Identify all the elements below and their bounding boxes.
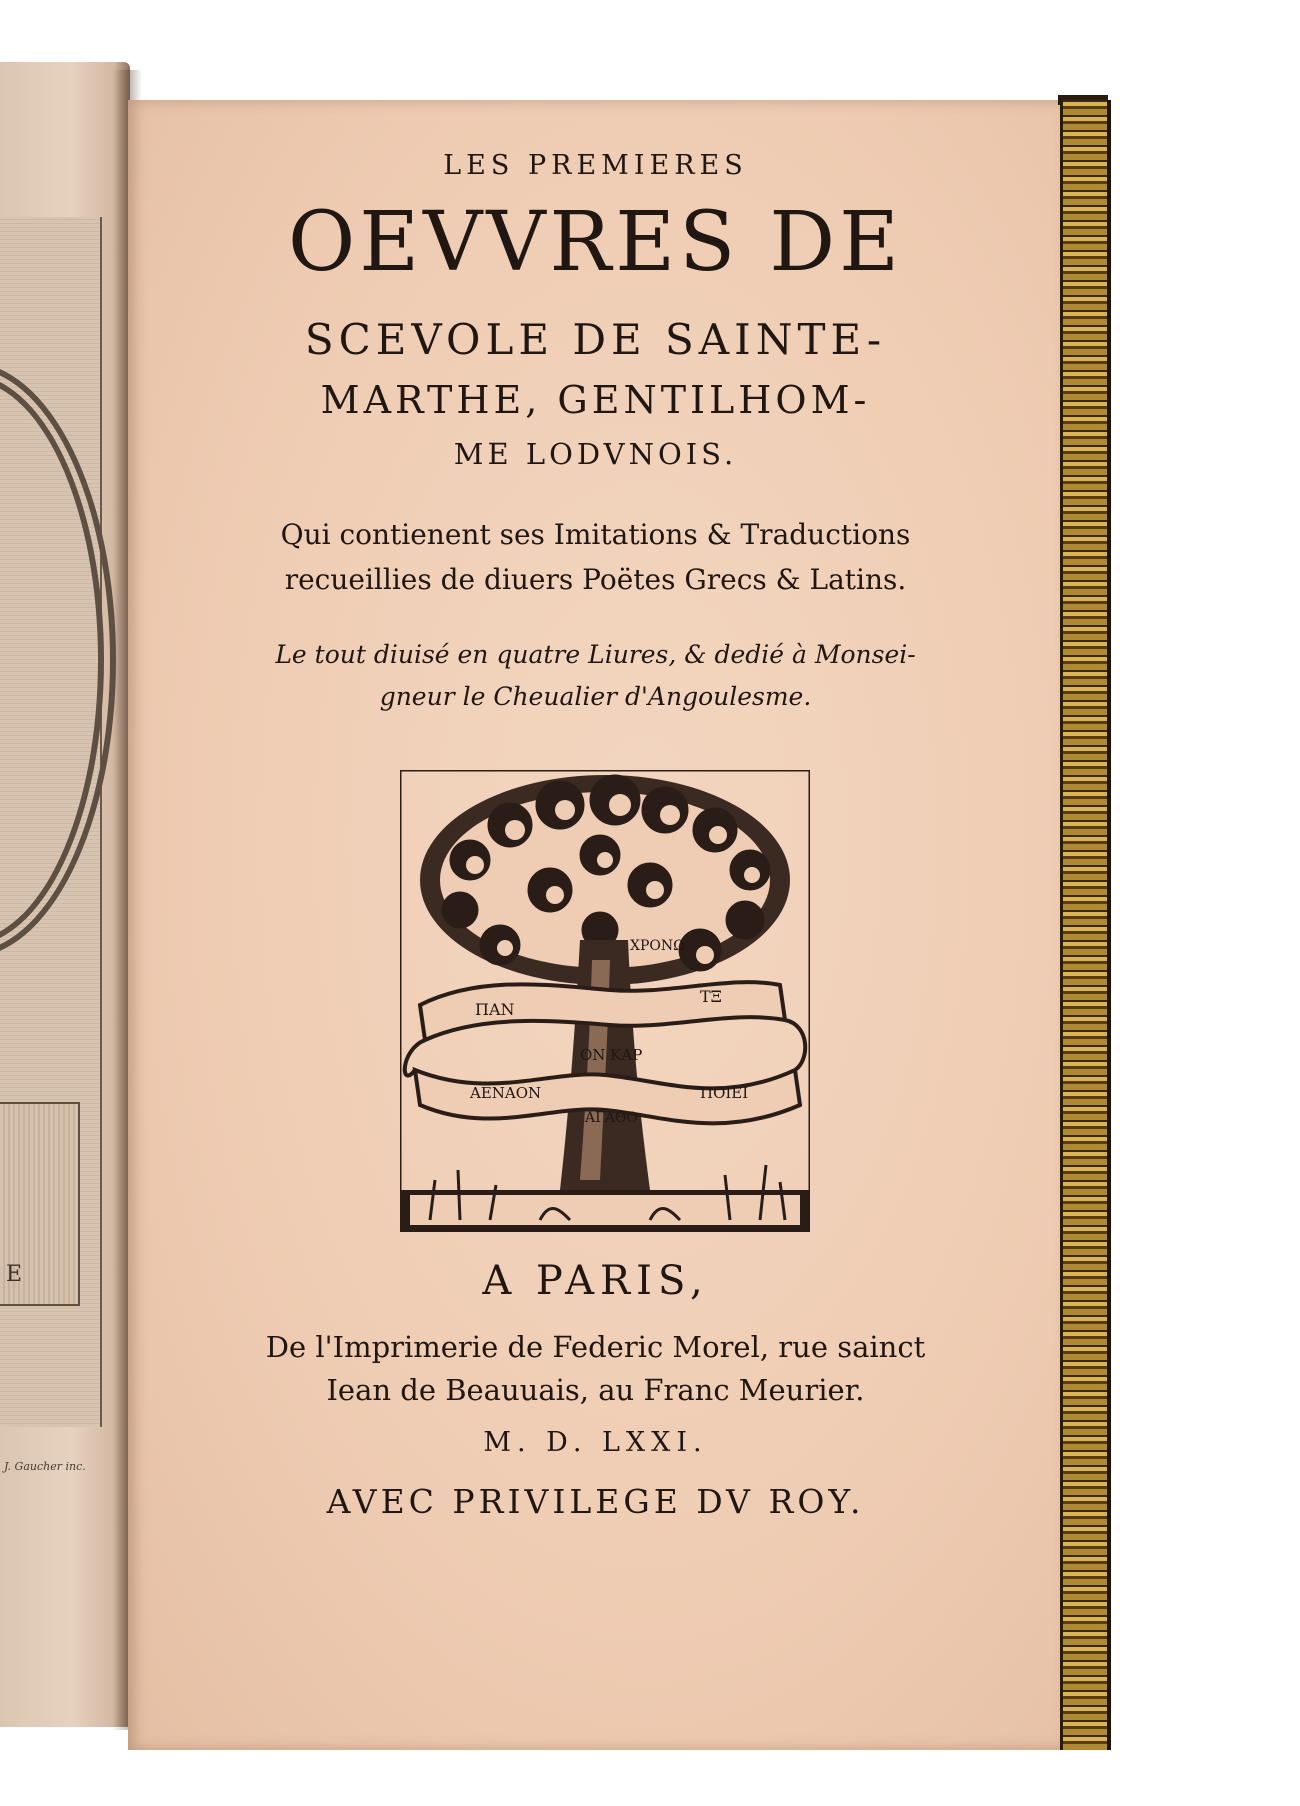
author-line-2: MARTHE, GENTILHOM- bbox=[320, 378, 871, 422]
pedestal-letter: E bbox=[6, 1262, 23, 1287]
facing-page-engraving bbox=[0, 62, 130, 1727]
banner-text-upper-left: ΠΑΝ bbox=[475, 1000, 515, 1019]
dedication-line-1: Le tout diuisé en quatre Liures, & dedié à Monsei- bbox=[275, 640, 916, 669]
banner-text-top: ΧΡΟΝΩ bbox=[630, 938, 685, 954]
gilt-fore-edge bbox=[1060, 100, 1111, 1750]
subtitle-line-2: recueillies de diuers Poëtes Grecs & Latins. bbox=[284, 563, 907, 596]
title-line-oeuvres: OEVVRES DE bbox=[288, 195, 903, 290]
banner-text-lower-right: ΠΟΙΕΙ bbox=[700, 1084, 749, 1102]
imprint-place: A PARIS, bbox=[482, 1258, 709, 1304]
imprint-printer-line-1: De l'Imprimerie de Federic Morel, rue sainct bbox=[265, 1330, 926, 1364]
banner-text-middle: ΟΝ ΚΑΡ bbox=[580, 1046, 643, 1064]
author-line-1: SCEVOLE DE SAINTE- bbox=[304, 315, 887, 364]
engraver-credit: J. Gaucher inc. bbox=[4, 1460, 86, 1473]
banner-text-lower-left: ΑΕΝΑΟΝ bbox=[470, 1084, 542, 1102]
author-line-3: ME LODVNOIS. bbox=[453, 437, 738, 471]
printers-device-tree bbox=[400, 770, 810, 1232]
subtitle-line-1: Qui contienent ses Imitations & Traductions bbox=[280, 518, 911, 551]
privilege-line: AVEC PRIVILEGE DV ROY. bbox=[326, 1482, 865, 1521]
banner-text-bottom: ΑΓΑΘΟ bbox=[585, 1110, 638, 1126]
imprint-printer-line-2: Iean de Beauuais, au Franc Meurier. bbox=[326, 1373, 865, 1407]
title-line-premieres: LES PREMIERES bbox=[443, 150, 748, 181]
imprint-date: M. D. LXXI. bbox=[483, 1427, 708, 1458]
banner-text-upper-right: ΤΞ bbox=[700, 987, 722, 1006]
dedication-line-2: gneur le Cheualier d'Angoulesme. bbox=[379, 682, 812, 711]
